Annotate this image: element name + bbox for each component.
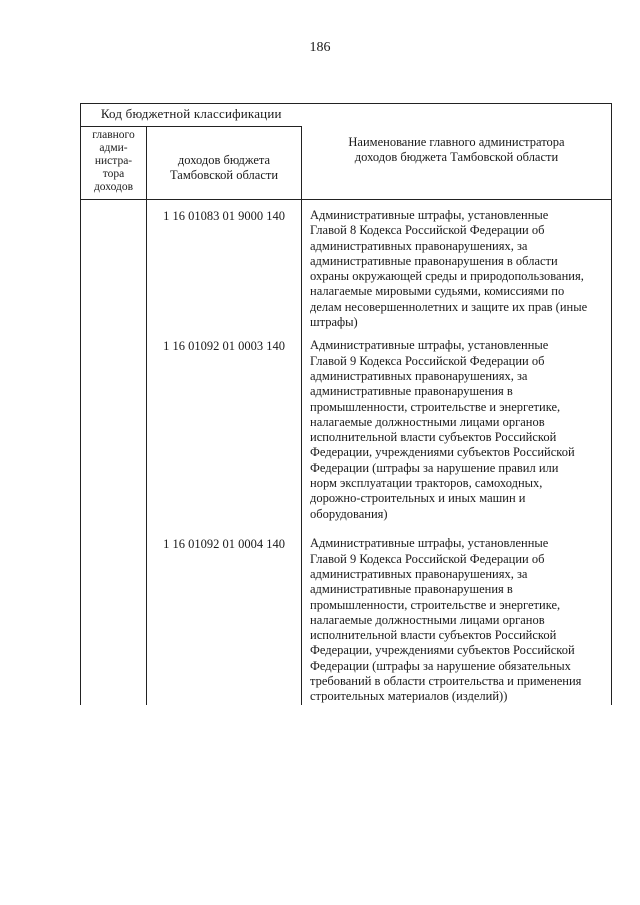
description-line: Федерации, учреждениями субъектов Российской — [310, 445, 575, 460]
revenue-description — [302, 200, 612, 331]
description-line: промышленности, строительстве и энергетике, — [310, 399, 561, 414]
description-line: промышленности, строительстве и энергетике, — [310, 597, 561, 612]
table-row — [81, 528, 612, 704]
description-line: Административные штрафы, установленные — [310, 338, 549, 353]
description-line: требований в области строительства и применения — [310, 674, 582, 689]
header-admin-name-line: доходов бюджета Тамбовской области — [354, 149, 559, 164]
description-line: Главой 8 Кодекса Российской Федерации об — [310, 223, 545, 238]
description-line: административные правонарушения в области — [310, 253, 558, 268]
description-line: Главой 9 Кодекса Российской Федерации об — [310, 551, 545, 566]
description-line: Федерации (штрафы за нарушение правил или — [310, 460, 559, 475]
header-admin-name-line: Наименование главного администратора — [348, 134, 565, 149]
admin-cell — [81, 528, 147, 704]
description-line: налагаемые мировыми судьями, комиссиями по — [310, 284, 565, 299]
description-line: исполнительной власти субъектов Российской — [310, 628, 557, 643]
revenue-code: 1 16 01092 01 0003 140 — [147, 330, 302, 528]
description-line: административных правонарушениях, за — [310, 238, 528, 253]
description-line: охраны окружающей среды и природопользования, — [310, 269, 584, 284]
description-line: административные правонарушения в — [310, 384, 513, 399]
description-line: норм эксплуатации тракторов, самоходных, — [310, 476, 543, 491]
description-line: исполнительной власти субъектов Российской — [310, 430, 557, 445]
header-revenue-code — [147, 127, 302, 200]
header-chief-admin — [81, 127, 147, 200]
admin-cell — [81, 330, 147, 528]
description-line: делам несовершеннолетних и защите их прав (иные — [310, 299, 588, 314]
revenue-description — [302, 528, 612, 704]
header-spacer — [302, 104, 612, 127]
header-chief-admin-line: нистра- — [94, 155, 133, 167]
description-line: административных правонарушениях, за — [310, 566, 528, 581]
header-admin-name — [302, 127, 612, 200]
header-chief-admin-line: доходов — [93, 181, 134, 193]
header-chief-admin-line: адми- — [99, 142, 128, 154]
description-line: Главой 9 Кодекса Российской Федерации об — [310, 353, 545, 368]
description-line: дорожно-строительных и иных машин и — [310, 491, 526, 506]
header-chief-admin-line: тора — [102, 168, 125, 180]
description-line: налагаемые должностными лицами органов — [310, 414, 545, 429]
header-budget-classification-code: Код бюджетной классификации — [81, 104, 302, 127]
description-line: административных правонарушениях, за — [310, 368, 528, 383]
revenue-code: 1 16 01092 01 0004 140 — [147, 528, 302, 704]
description-line: Федерации (штрафы за нарушение обязательных — [310, 658, 571, 673]
header-chief-admin-line: главного — [92, 129, 135, 141]
page-number: 186 — [309, 40, 331, 55]
description-line: Административные штрафы, установленные — [310, 536, 549, 551]
column-header-row — [81, 127, 612, 200]
description-line: строительных материалов (изделий)) — [310, 689, 508, 704]
admin-cell — [81, 200, 147, 331]
header-revenue-code-line: Тамбовской области — [169, 168, 279, 182]
table-row — [81, 330, 612, 528]
description-line: Федерации, учреждениями субъектов Российской — [310, 643, 575, 658]
revenue-description — [302, 330, 612, 528]
description-line: штрафы) — [310, 315, 358, 330]
table-row — [81, 200, 612, 331]
description-line: административные правонарушения в — [310, 582, 513, 597]
budget-classification-table — [80, 103, 612, 705]
header-revenue-code-line: доходов бюджета — [177, 153, 271, 167]
revenue-code: 1 16 01083 01 9000 140 — [147, 200, 302, 331]
description-line: Административные штрафы, установленные — [310, 208, 549, 222]
description-line: оборудования) — [310, 506, 388, 521]
description-line: налагаемые должностными лицами органов — [310, 612, 545, 627]
